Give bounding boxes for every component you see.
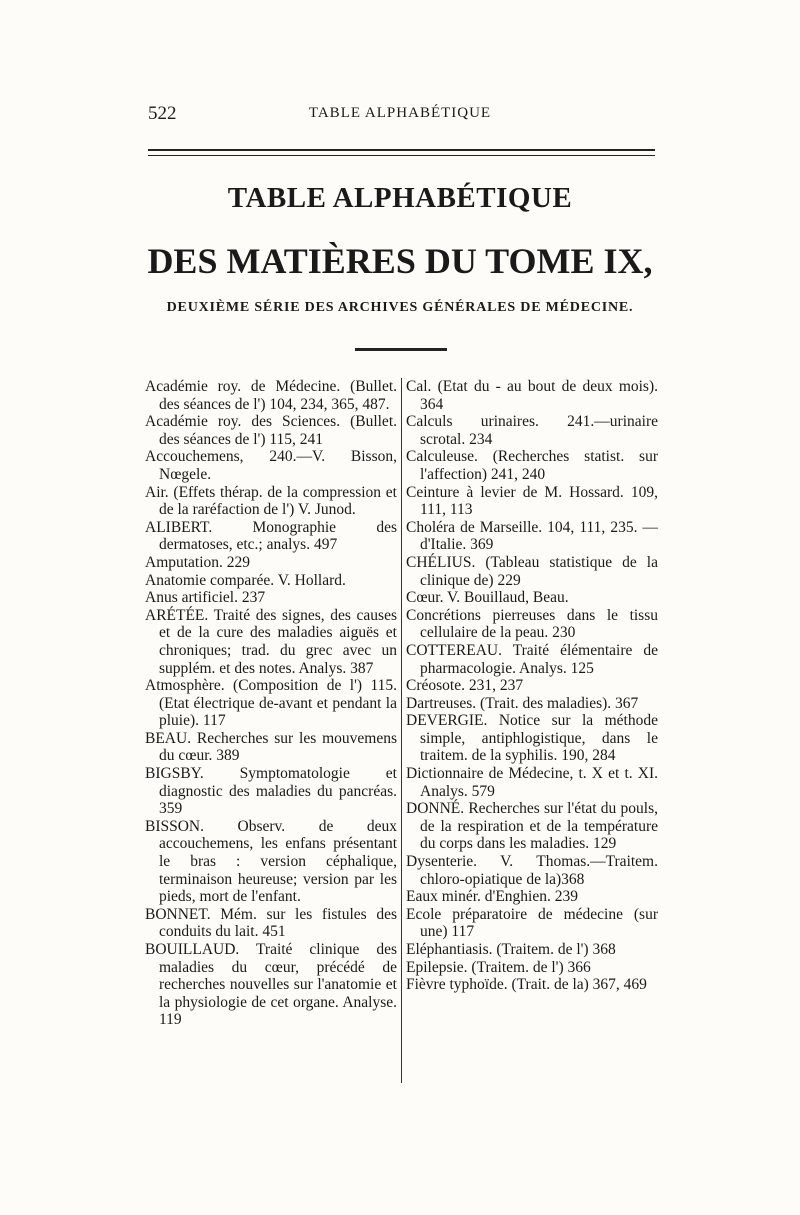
index-entry: Anatomie comparée. V. Hollard. xyxy=(145,571,346,589)
index-entry: Dysenterie. V. Thomas.—Traitem. chloro-opiatique de la)368 xyxy=(406,853,658,888)
index-entry: BIGSBY. Symptomatologie et diagnostic des maladies du pancréas. 359 xyxy=(145,765,397,818)
page-number: 522 xyxy=(148,103,177,124)
index-entry: Choléra de Marseille. 104, 111, 235. — d'Italie. 369 xyxy=(406,518,658,554)
index-entry: BISSON. Observ. de deux accouchemens, les enfans présentant le bras : version céphalique, terminaison heureuse; version par les pieds, mort de l'enfant. xyxy=(145,817,397,906)
series-line: DEUXIÈME SÉRIE DES ARCHIVES GÉNÉRALES DE MÉDECINE. xyxy=(166,300,634,315)
index-entry: BOUILLAUD. Traité clinique des maladies du cœur, précédé de recherches nouvelles sur l'anatomie et la physiologie de cet organe. Analyse. 119 xyxy=(145,941,397,1029)
index-entry: ALIBERT. Monographie des dermatoses, etc.; analys. 497 xyxy=(145,518,397,554)
index-entry: BEAU. Recherches sur les mouvemens du cœur. 389 xyxy=(145,729,397,765)
index-entry: Calculs urinaires. 241.—urinaire scrotal. 234 xyxy=(406,413,658,448)
index-column-left xyxy=(145,378,397,1029)
index-entry: Accouchemens, 240.—V. Bisson, Nœgele. xyxy=(145,448,397,483)
index-entry: BONNET. Mém. sur les fistules des conduits du lait. 451 xyxy=(145,905,397,941)
index-entry: Eléphantiasis. (Traitem. de l') 368 xyxy=(406,941,616,958)
index-entry: Atmosphère. (Composition de l') 115. (Etat électrique de-avant et pendant la pluie). 117 xyxy=(145,677,397,730)
index-columns xyxy=(145,378,657,1078)
index-entry: DEVERGIE. Notice sur la méthode simple, antiphlogistique, dans le traitem. de la syphilis. 190, 284 xyxy=(406,712,658,765)
index-entry: Concrétions pierreuses dans le tissu cellulaire de la peau. 230 xyxy=(406,606,658,642)
running-head xyxy=(0,103,800,129)
header-rule xyxy=(148,149,655,156)
title-rule xyxy=(355,348,447,351)
index-entry: CHÉLIUS. (Tableau statistique de la clinique de) 229 xyxy=(406,553,658,589)
page-subtitle: DES MATIÈRES DU TOME IX, xyxy=(147,241,653,281)
index-entry: Académie roy. des Sciences. (Bullet. des séances de l') 115, 241 xyxy=(145,413,397,448)
index-entry: Fièvre typhoïde. (Trait. de la) 367, 469 xyxy=(406,976,647,994)
index-entry: Ceinture à levier de M. Hossard. 109, 111, 113 xyxy=(406,483,658,519)
index-entry: Cœur. V. Bouillaud, Beau. xyxy=(406,589,569,607)
index-entry: Anus artificiel. 237 xyxy=(145,589,266,607)
index-entry: Eaux minér. d'Enghien. 239 xyxy=(406,888,578,906)
index-entry: Créosote. 231, 237 xyxy=(406,677,524,695)
index-entry: DONNÉ. Recherches sur l'état du pouls, de la respiration et de la température du corps dans les maladies. 129 xyxy=(406,800,658,853)
index-entry: Ecole préparatoire de médecine (sur une) 117 xyxy=(406,905,658,941)
index-column-right xyxy=(406,378,658,994)
index-entry: Air. (Effets thérap. de la compression et de la raréfaction de l') V. Junod. xyxy=(145,483,397,519)
index-entry: Amputation. 229 xyxy=(145,553,251,571)
running-title: TABLE ALPHABÉTIQUE xyxy=(308,105,492,121)
index-entry: Dartreuses. (Trait. des maladies). 367 xyxy=(406,694,639,712)
index-entry: Calculeuse. (Recherches statist. sur l'affection) 241, 240 xyxy=(406,448,658,483)
index-entry: COTTEREAU. Traité élémentaire de pharmacologie. Analys. 125 xyxy=(406,641,658,677)
page-title: TABLE ALPHABÉTIQUE xyxy=(227,182,573,214)
index-entry: ARÉTÉE. Traité des signes, des causes et de la cure des maladies aiguës et chroniques; trad. du grec avec un supplém. et des notes. Analys. 387 xyxy=(145,606,397,677)
index-entry: Dictionnaire de Médecine, t. X et t. XI. Analys. 579 xyxy=(406,765,658,800)
column-divider xyxy=(401,378,402,1083)
index-entry: Cal. (Etat du - au bout de deux mois). 364 xyxy=(406,378,658,413)
index-entry: Epilepsie. (Traitem. de l') 366 xyxy=(406,958,591,976)
index-entry: Académie roy. de Médecine. (Bullet. des séances de l') 104, 234, 365, 487. xyxy=(145,378,397,413)
